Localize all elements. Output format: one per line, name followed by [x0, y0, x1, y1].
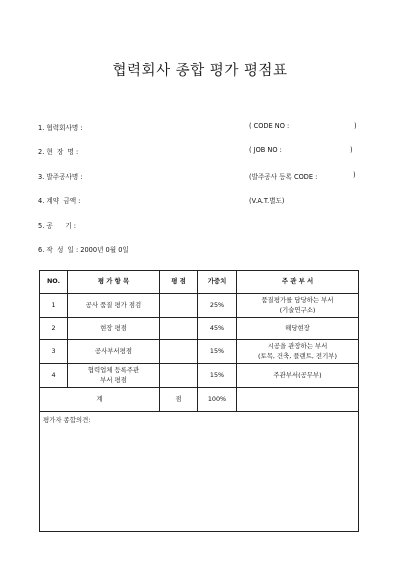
evaluation-table: [39, 270, 359, 532]
contract-amount-label: 4. 계약 금액 :: [38, 197, 81, 205]
table-row: [40, 340, 359, 364]
header-dept: 주 관 부 서: [237, 271, 359, 294]
order-code-close-paren: ): [353, 171, 356, 179]
row-dept-line2: (토목, 건축, 플랜트, 전기부): [258, 351, 337, 360]
row-no: 2: [40, 318, 68, 340]
total-label: 계: [40, 388, 160, 412]
table-row: [40, 364, 359, 388]
evaluator-comment-field[interactable]: [40, 412, 359, 532]
construction-period-label: 5. 공 기 :: [38, 222, 77, 230]
row-weight: 45%: [198, 318, 237, 340]
row-item: 현장 평점: [68, 318, 160, 340]
row-item: [68, 364, 160, 388]
row-no: 3: [40, 340, 68, 364]
row-score[interactable]: [160, 294, 198, 318]
vat-note: (V.A.T.별도): [249, 197, 285, 205]
row-dept: 주관부서(공무부): [237, 364, 359, 388]
row-no: 4: [40, 364, 68, 388]
header-weight: 가중치: [198, 271, 237, 294]
header-no: NO.: [40, 271, 68, 294]
row-dept: [237, 340, 359, 364]
row-weight: 25%: [198, 294, 237, 318]
table-total-row: [40, 388, 359, 412]
row-dept: 해당현장: [237, 318, 359, 340]
total-dept: [237, 388, 359, 412]
row-score[interactable]: [160, 340, 198, 364]
site-name-label: 2. 현 장 명 :: [38, 148, 79, 156]
row-dept-line2: (기술연구소): [279, 305, 316, 314]
row-no: 1: [40, 294, 68, 318]
order-code-label: (발주공사 등록 CODE :: [249, 173, 318, 181]
code-no-label: ( CODE NO :: [249, 122, 290, 130]
code-no-close-paren: ): [354, 122, 357, 130]
total-score-unit: 점: [160, 388, 198, 412]
row-dept: [237, 294, 359, 318]
job-no-close-paren: ): [350, 146, 353, 154]
comment-row: [40, 412, 359, 532]
row-weight: 15%: [198, 340, 237, 364]
header-item: 평 가 항 목: [68, 271, 160, 294]
table-header-row: [40, 271, 359, 294]
row-dept-line1: 시공을 관장하는 부서: [267, 342, 328, 351]
row-score[interactable]: [160, 318, 198, 340]
row-weight: 15%: [198, 364, 237, 388]
document-title: 협력회사 종합 평가 평점표: [112, 63, 288, 79]
table-row: [40, 294, 359, 318]
table-row: [40, 318, 359, 340]
row-item-line1: 협력업체 등록주관: [87, 366, 140, 375]
total-weight: 100%: [198, 388, 237, 412]
evaluator-comment-label: 평가자 종합의견:: [43, 416, 91, 424]
date-written-label: 6. 작 성 일 : 2000년 0월 0일: [38, 246, 129, 254]
company-name-label: 1. 협력회사명 :: [38, 124, 83, 132]
row-score[interactable]: [160, 364, 198, 388]
row-item: 공사 품질 평가 점검: [68, 294, 160, 318]
row-item-line2: 부서 평점: [100, 375, 127, 384]
row-dept-line1: 품질평가를 담당하는 부서: [261, 296, 334, 305]
job-no-label: ( JOB NO :: [249, 146, 282, 154]
header-score: 평 점: [160, 271, 198, 294]
ordering-project-label: 3. 발주공사명 :: [38, 173, 83, 181]
row-item: 공사부서평점: [68, 340, 160, 364]
